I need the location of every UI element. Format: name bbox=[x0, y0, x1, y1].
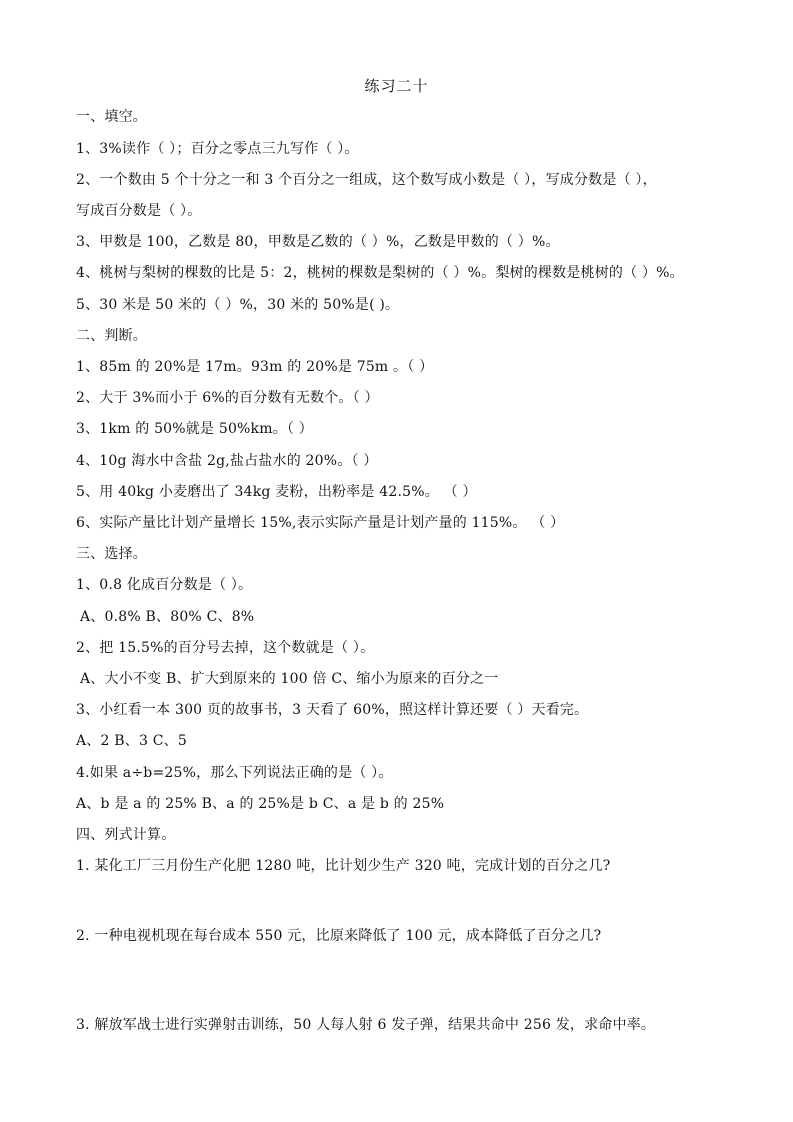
fill-question-4: 4、桃树与梨树的棵数的比是 5：2，桃树的棵数是梨树的（ ）%。梨树的棵数是桃树的（ ）%。 bbox=[76, 265, 684, 281]
choice-question-1-options: A、0.8% B、80% C、8% bbox=[80, 609, 255, 625]
judge-question-6: 6、实际产量比计划产量增长 15%,表示实际产量是计划产量的 115%。 （ ） bbox=[76, 515, 565, 531]
section-choice-heading: 三、选择。 bbox=[76, 546, 147, 562]
section-judge-heading: 二、判断。 bbox=[76, 328, 147, 344]
fill-question-3: 3、甲数是 100，乙数是 80，甲数是乙数的（ ）%，乙数是甲数的（ ）%。 bbox=[76, 234, 560, 250]
judge-question-3: 3、1km 的 50%就是 50%km。（ ） bbox=[76, 421, 313, 437]
section-calc-heading: 四、列式计算。 bbox=[76, 827, 176, 843]
choice-question-1: 1、0.8 化成百分数是（ ）。 bbox=[76, 577, 253, 593]
judge-question-5: 5、用 40kg 小麦磨出了 34kg 麦粉，出粉率是 42.5%。 （ ） bbox=[76, 484, 477, 500]
calc-question-1: 1. 某化工厂三月份生产化肥 1280 吨，比计划少生产 320 吨，完成计划的百分之几? bbox=[76, 858, 611, 874]
choice-question-2: 2、把 15.5%的百分号去掉，这个数就是（ ）。 bbox=[76, 640, 375, 656]
judge-question-2: 2、大于 3%而小于 6%的百分数有无数个。（ ） bbox=[76, 390, 379, 406]
fill-question-2-line-1: 2、一个数由 5 个十分之一和 3 个百分之一组成，这个数写成小数是（ ），写成分数是（ ）， bbox=[76, 172, 657, 188]
page-title: 练习二十 bbox=[364, 77, 429, 95]
choice-question-4-options: A、b 是 a 的 25% B、a 的 25%是 b C、a 是 b 的 25% bbox=[76, 796, 445, 812]
judge-question-4: 4、10g 海水中含盐 2g,盐占盐水的 20%。（ ） bbox=[76, 453, 378, 469]
choice-question-3-options: A、2 B、3 C、5 bbox=[76, 733, 187, 749]
fill-question-1: 1、3%读作（ ）；百分之零点三九写作（ ）。 bbox=[76, 141, 359, 157]
section-fill-heading: 一、填空。 bbox=[76, 109, 147, 125]
fill-question-5: 5、30 米是 50 米的（ ）%，30 米的 50%是( )。 bbox=[76, 297, 400, 313]
choice-question-3: 3、小红看一本 300 页的故事书，3 天看了 60%，照这样计算还要（ ）天看完。 bbox=[76, 702, 589, 718]
fill-question-2-line-2: 写成百分数是（ ）。 bbox=[76, 203, 202, 219]
choice-question-2-options: A、大小不变 B、扩大到原来的 100 倍 C、缩小为原来的百分之一 bbox=[80, 671, 499, 687]
choice-question-4: 4.如果 a÷b=25%，那么下列说法正确的是（ ）。 bbox=[76, 765, 393, 781]
judge-question-1: 1、85m 的 20%是 17m。93m 的 20%是 75m 。（ ） bbox=[76, 359, 434, 375]
calc-question-3: 3. 解放军战士进行实弹射击训练，50 人每人射 6 发子弹，结果共命中 256 发，求命中率。 bbox=[76, 1017, 656, 1033]
calc-question-2: 2. 一种电视机现在每台成本 550 元，比原来降低了 100 元，成本降低了百分之几? bbox=[76, 928, 602, 944]
